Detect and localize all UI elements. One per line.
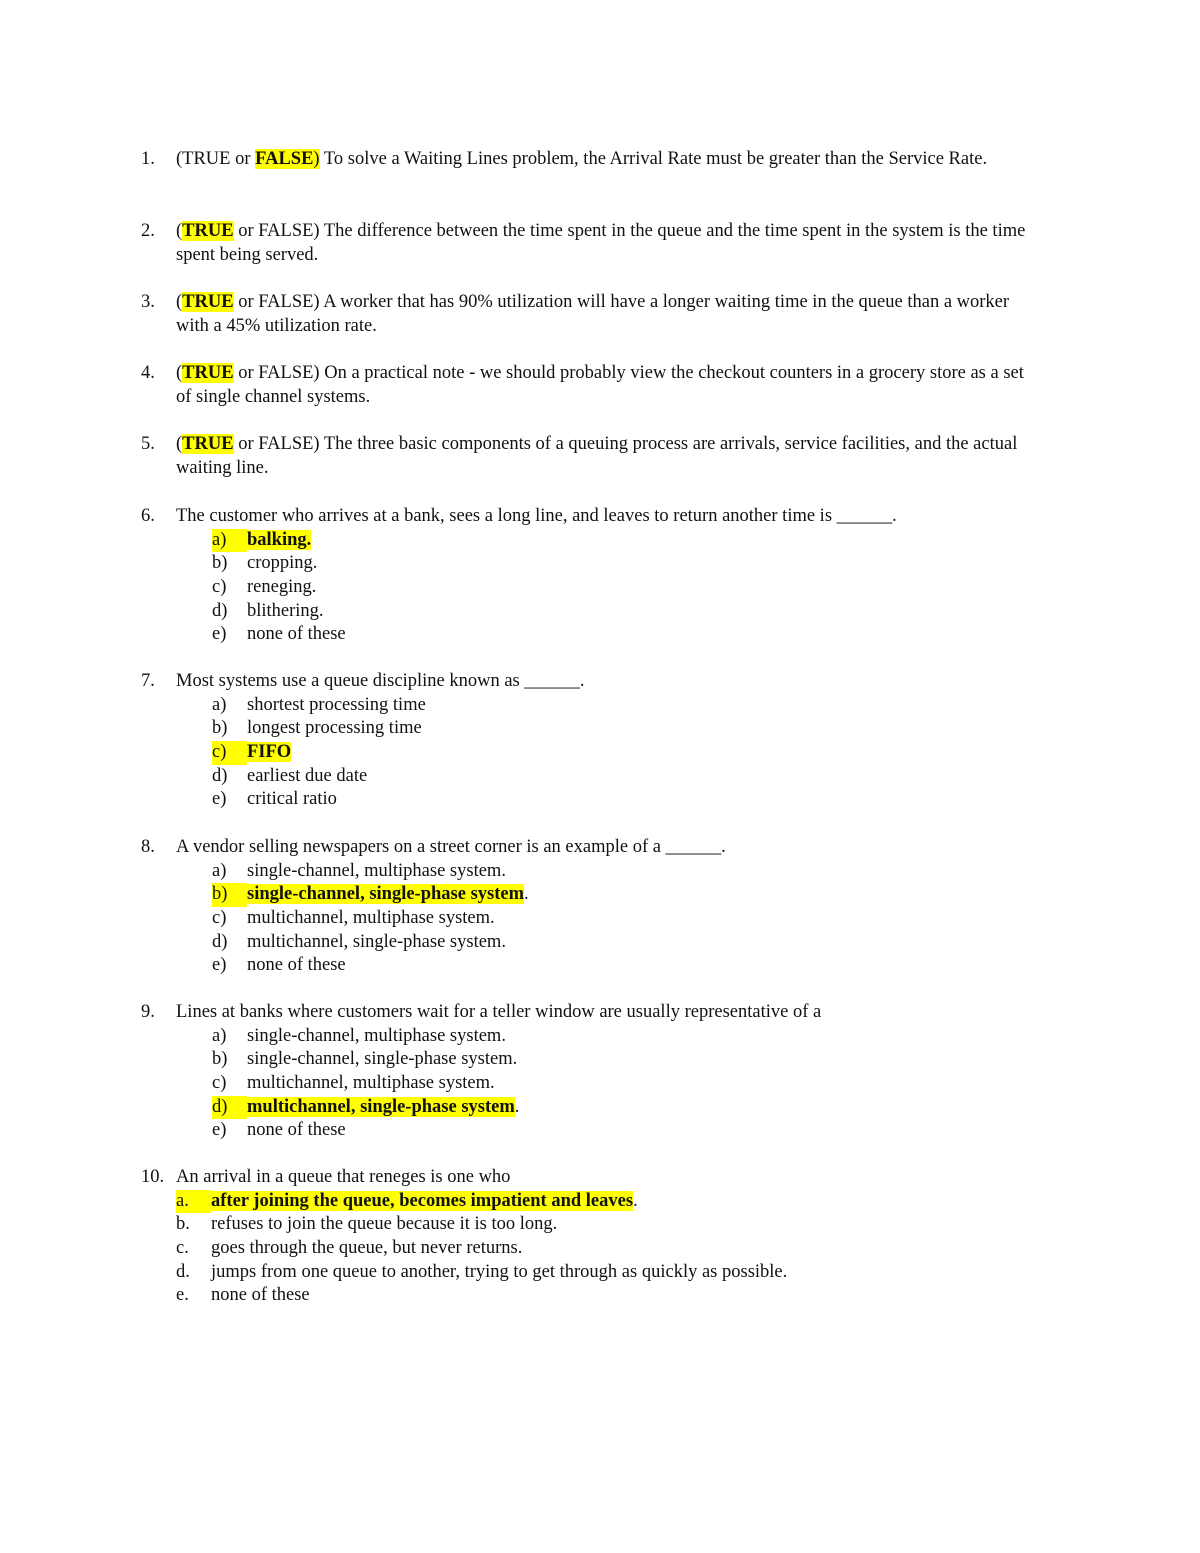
option-label: b) (212, 1049, 228, 1070)
question-number: 3. (141, 292, 155, 312)
answer-option (212, 1119, 519, 1143)
question-text: (TRUE or FALSE) A worker that has 90% utilization will have a longer waiting time in the queue than a worker with a 45% utilization rate. (176, 292, 1010, 336)
question-number: 9. (141, 1002, 155, 1022)
answer-option (212, 907, 529, 931)
option-label: c) (212, 741, 247, 765)
false-choice: FALSE (255, 149, 314, 169)
question-text: A vendor selling newspapers on a street corner is an example of a ______. (176, 837, 726, 857)
option-label: e) (212, 624, 227, 645)
answer-options (212, 694, 426, 812)
question-text: (TRUE or FALSE) The three basic components of a queuing process are arrivals, service facilities, and the actual waiting line. (176, 434, 1018, 478)
answer-option (212, 717, 426, 741)
question-number: 2. (141, 221, 155, 241)
answer-option (212, 765, 426, 789)
question-statement: The three basic components of a queuing process are arrivals, service facilities, and the actual waiting line. (176, 434, 1018, 478)
question-number: 8. (141, 837, 155, 857)
option-label: a) (212, 694, 227, 715)
option-text: FIFO (247, 741, 292, 762)
answer-option (212, 552, 346, 576)
option-label: d) (212, 600, 228, 621)
answer-option (212, 1072, 519, 1096)
option-text: none of these (211, 1285, 310, 1306)
question-number: 5. (141, 434, 155, 454)
option-label: a. (176, 1190, 211, 1214)
false-choice: FALSE (258, 221, 314, 241)
answer-option: d) multichannel, single-phase system. (212, 1096, 519, 1120)
option-text: goes through the queue, but never returns. (211, 1237, 523, 1258)
false-choice: FALSE (258, 363, 314, 383)
answer-options (176, 1190, 787, 1308)
option-label: c) (212, 576, 227, 597)
option-label: a) (212, 860, 227, 881)
option-text: multichannel, multiphase system. (247, 1072, 495, 1093)
option-text: multichannel, single-phase system (247, 1096, 515, 1117)
question-statement: On a practical note - we should probably view the checkout counters in a grocery store as a set of single channel systems. (176, 363, 1024, 407)
question-statement: A worker that has 90% utilization will have a longer waiting time in the queue than a worker with a 45% utilization rate. (176, 292, 1010, 336)
false-choice: FALSE (258, 292, 314, 312)
option-text: longest processing time (247, 718, 422, 739)
answer-option (176, 1237, 787, 1261)
true-choice: TRUE (182, 434, 234, 454)
option-label: e) (212, 789, 227, 810)
option-label: d. (176, 1261, 190, 1282)
option-label: b) (212, 883, 247, 907)
true-choice: TRUE (182, 292, 234, 312)
answer-option (212, 954, 529, 978)
answer-option (212, 623, 346, 647)
option-text: earliest due date (247, 765, 368, 786)
option-text: none of these (247, 1120, 346, 1141)
question-number: 4. (141, 363, 155, 383)
option-text: jumps from one queue to another, trying to get through as quickly as possible. (211, 1261, 788, 1282)
question-number: 7. (141, 671, 155, 691)
answer-option (176, 1284, 787, 1308)
option-label: a) (212, 1025, 227, 1046)
answer-options (212, 1025, 519, 1143)
option-label: d) (212, 931, 228, 952)
option-text: critical ratio (247, 789, 337, 810)
answer-option (176, 1213, 787, 1237)
true-choice: TRUE (182, 363, 234, 383)
option-label: b) (212, 718, 228, 739)
option-label: a) (212, 529, 247, 553)
question-statement: To solve a Waiting Lines problem, the Arrival Rate must be greater than the Service Rate. (319, 149, 988, 169)
question-number: 1. (141, 149, 155, 169)
answer-option (212, 931, 529, 955)
answer-option (212, 741, 426, 765)
question-number: 10. (141, 1167, 165, 1187)
option-text: multichannel, multiphase system. (247, 907, 495, 928)
question-statement: The difference between the time spent in the queue and the time spent in the system is the time spent being served. (176, 221, 1026, 265)
option-text: shortest processing time (247, 694, 426, 715)
answer-option (176, 1261, 787, 1285)
option-label: c) (212, 1072, 227, 1093)
option-text: multichannel, single-phase system. (247, 931, 506, 952)
question-text: Lines at banks where customers wait for a teller window are usually representative of a (176, 1002, 822, 1022)
answer-option (212, 694, 426, 718)
answer-option (212, 860, 529, 884)
option-label: e) (212, 1120, 227, 1141)
answer-option (212, 600, 346, 624)
option-label: d) (212, 765, 228, 786)
question-text: (TRUE or FALSE) To solve a Waiting Lines problem, the Arrival Rate must be greater than the Service Rate. (176, 149, 988, 169)
option-label: e. (176, 1285, 189, 1306)
false-choice: FALSE (258, 434, 314, 454)
option-text: single-channel, multiphase system. (247, 860, 506, 881)
answer-option: b) single-channel, single-phase system. (212, 883, 529, 907)
question-text: The customer who arrives at a bank, sees a long line, and leaves to return another time is ______. (176, 506, 897, 526)
true-choice: TRUE (182, 221, 234, 241)
option-text: none of these (247, 955, 346, 976)
option-text: single-channel, single-phase system. (247, 1049, 518, 1070)
option-text: refuses to join the queue because it is too long. (211, 1214, 558, 1235)
option-label: d) (212, 1096, 247, 1120)
answer-option (212, 1025, 519, 1049)
answer-option (212, 529, 346, 553)
option-text: after joining the queue, becomes impatient and leaves (211, 1190, 634, 1211)
answer-options (212, 529, 346, 647)
option-label: c) (212, 907, 227, 928)
question-number: 6. (141, 506, 155, 526)
option-text: none of these (247, 624, 346, 645)
option-text: reneging. (247, 576, 317, 597)
option-label: e) (212, 955, 227, 976)
option-text: cropping. (247, 553, 318, 574)
true-choice: TRUE (182, 149, 231, 169)
answer-option (212, 576, 346, 600)
question-text: Most systems use a queue discipline known as ______. (176, 671, 585, 691)
option-text: blithering. (247, 600, 324, 621)
option-label: c. (176, 1237, 189, 1258)
question-text: (TRUE or FALSE) On a practical note - we should probably view the checkout counters in a grocery store as a set of single channel systems. (176, 363, 1024, 407)
option-text: balking. (247, 529, 312, 550)
answer-options (212, 860, 529, 978)
option-text: single-channel, single-phase system (247, 884, 525, 905)
option-text: single-channel, multiphase system. (247, 1025, 506, 1046)
answer-option (212, 1048, 519, 1072)
answer-option: a. after joining the queue, becomes impatient and leaves. (176, 1190, 787, 1214)
question-text: (TRUE or FALSE) The difference between the time spent in the queue and the time spent in the system is the time spent being served. (176, 221, 1026, 265)
option-label: b. (176, 1214, 190, 1235)
option-label: b) (212, 553, 228, 574)
question-text: An arrival in a queue that reneges is one who (176, 1167, 511, 1187)
answer-option (212, 788, 426, 812)
